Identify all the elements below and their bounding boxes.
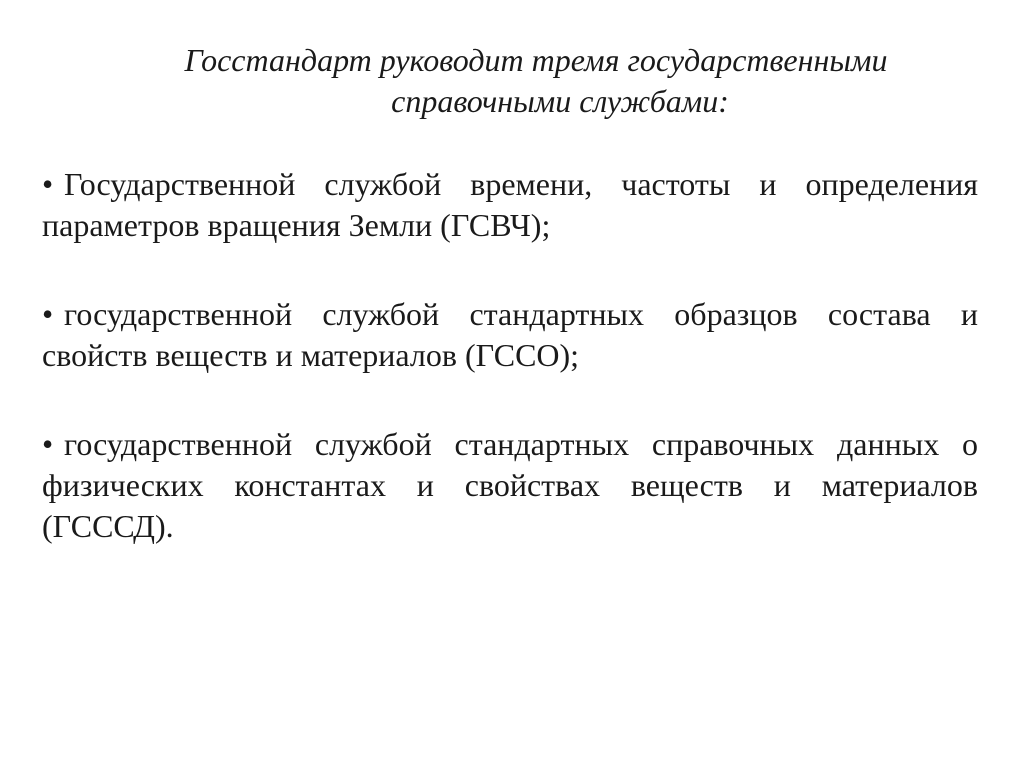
heading-line-1: Госстандарт руководит тремя государственными bbox=[184, 42, 888, 78]
list-item-text: государственной службой стандартных образцов состава и свойств веществ и материалов (ГССО); bbox=[42, 296, 978, 373]
service-list bbox=[42, 164, 978, 595]
bullet-icon: • bbox=[42, 426, 54, 462]
list-item bbox=[42, 164, 978, 246]
list-item bbox=[42, 294, 978, 376]
list-item-text: Государственной службой времени, частоты и определения параметров вращения Земли (ГСВЧ); bbox=[42, 166, 978, 243]
list-item-text: государственной службой стандартных справочных данных о физических константах и свойствах веществ и материалов (ГСССД). bbox=[42, 426, 978, 544]
slide-heading bbox=[60, 40, 964, 122]
bullet-icon: • bbox=[42, 166, 54, 202]
bullet-icon: • bbox=[42, 296, 54, 332]
heading-line-2: справочными службами: bbox=[391, 83, 729, 119]
list-item bbox=[42, 424, 978, 547]
